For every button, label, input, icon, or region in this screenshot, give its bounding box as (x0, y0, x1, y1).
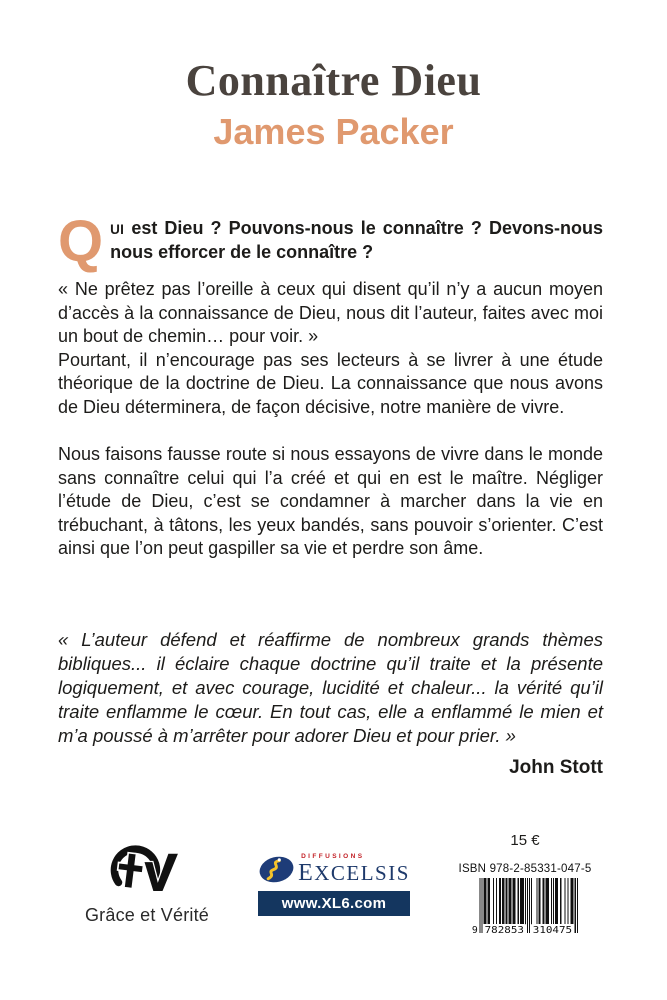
diffusions-label: DIFFUSIONS (301, 853, 365, 860)
intro-text: est Dieu ? Pouvons-nous le connaître ? Devons-nous nous efforcer de le connaître ? (110, 218, 603, 263)
xl6-url-bar: www.XL6.com (258, 891, 410, 916)
svg-text:9: 9 (471, 924, 478, 935)
isbn-barcode-block (452, 832, 598, 935)
publisher-grace-et-verite (58, 843, 236, 926)
dropcap-q: Q (58, 209, 104, 275)
grace-et-verite-logo-icon (105, 843, 189, 895)
book-title: Connaître Dieu (185, 56, 482, 105)
ean13-barcode (470, 877, 580, 935)
intro-paragraph (58, 209, 603, 275)
back-cover-text (58, 209, 603, 779)
excelsis-logo-row (258, 853, 410, 885)
body-paragraph-2: Pourtant, il n’encourage pas ses lecteurs à se livrer à une étude théorique de la doctrine de Dieu. La connaissance que nous avons de Dieu déterminera, de façon décisive, notre manière de vivre. (58, 349, 603, 417)
svg-text:310475: 310475 (532, 924, 573, 935)
intro-smallcaps: UI (110, 222, 125, 238)
reviewer-name: John Stott (509, 756, 603, 778)
excelsis-wordmark (298, 853, 410, 885)
isbn-label: ISBN 978-2-85331-047-5 (458, 863, 592, 875)
body-paragraph-1: « Ne prêtez pas l’oreille à ceux qui disent qu’il n’y a aucun moyen d’accès à la connaissance de Dieu, nous dit l’auteur, faites avec moi un bout de chemin… pour voir. » (58, 279, 603, 347)
svg-text:782853: 782853 (484, 924, 525, 935)
price-label: 15 € (510, 832, 540, 849)
excelsis-name: EXCELSIS (298, 860, 410, 886)
body-paragraph-3: Nous faisons fausse route si nous essayons de vivre dans le monde sans connaître celui qui l’a créé et qui en est le maître. Négliger l’étude de Dieu, c’est se condamner à marcher dans la vie en trébuchant, à tâtons, les yeux bandés, sans pouvoir s’orienter. C’est ainsi que l’on peut gaspiller sa vie et perdre son âme. (58, 444, 603, 559)
review-quote: « L’auteur défend et réaffirme de nombreux grands thèmes bibliques... il éclaire chaque doctrine qu’il traite et la présente logiquement, et avec courage, lucidité et chaleur... la vérité qu’il traite enflamme le cœur. En tout cas, elle a enflammé le mien et m’a poussé à m’arrêter pour adorer Dieu et pour prier. » (58, 628, 603, 746)
book-author: James Packer (213, 111, 454, 153)
excelsis-logo-icon (258, 854, 295, 885)
publisher-name: Grâce et Vérité (84, 905, 210, 925)
distributor-excelsis (258, 853, 410, 916)
